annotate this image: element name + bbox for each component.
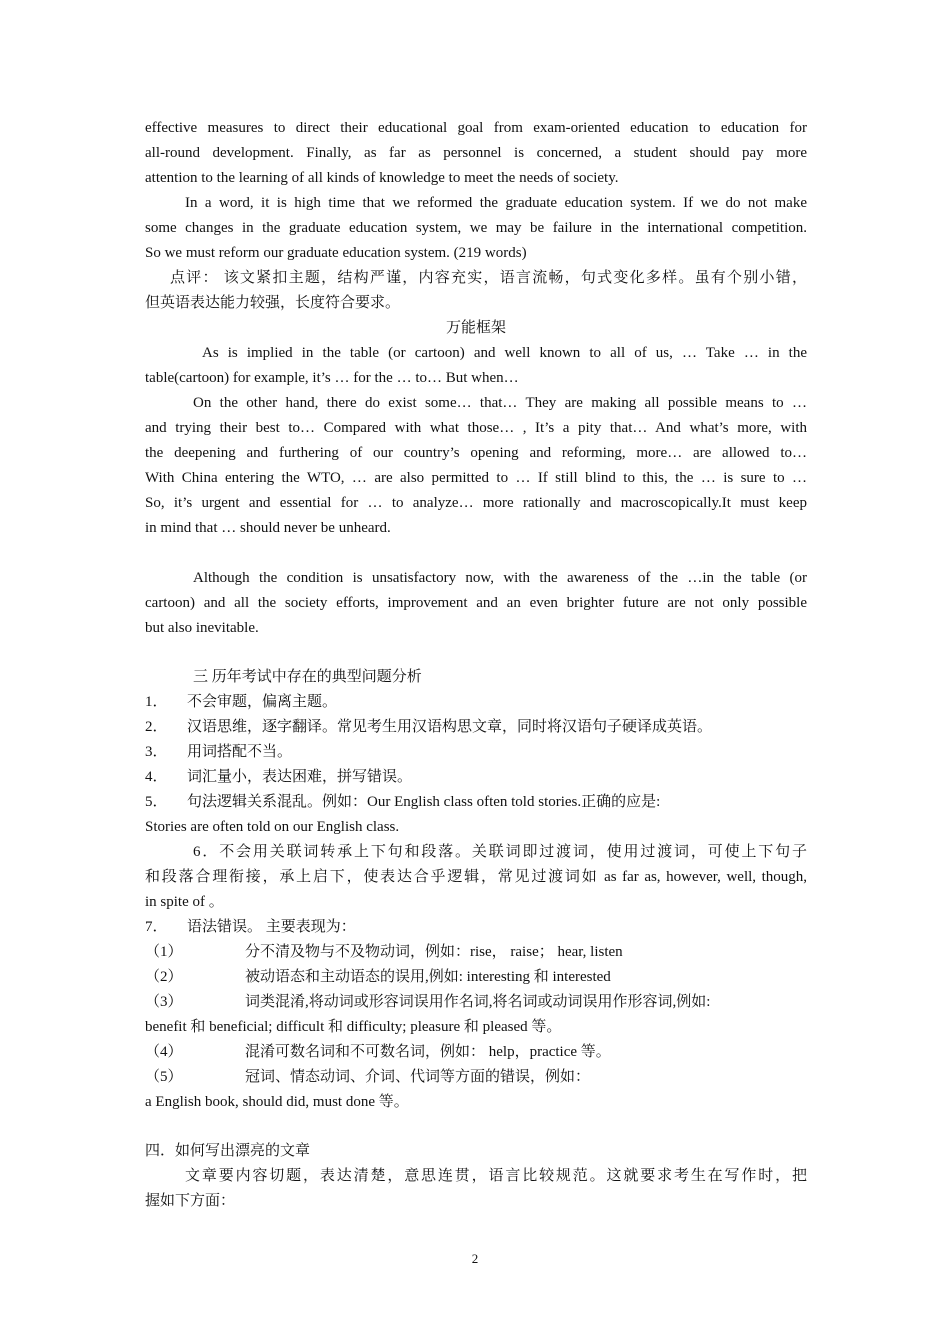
sub-item-continuation: a English book, should did, must done 等。 <box>145 1094 409 1110</box>
body-line: 文章要内容切题，表达清楚，意思连贯，语言比较规范。这就要求考生在写作时，把 <box>185 1168 807 1184</box>
framework-line: As is implied in the table (or cartoon) and well known to all of us, … Take … in the <box>202 345 807 361</box>
body-line: attention to the learning of all kinds of knowledge to meet the needs of society. <box>145 170 619 186</box>
sub-item-number: （3） <box>145 994 183 1010</box>
sub-item-text: 被动语态和主动语态的误用,例如: interesting 和 interested <box>245 969 611 985</box>
sub-item-continuation: benefit 和 beneficial; difficult 和 difficulty; pleasure 和 pleased 等。 <box>145 1019 562 1035</box>
list-item <box>145 692 807 712</box>
page-number: 2 <box>471 1251 479 1266</box>
framework-line: and trying their best to… Compared with what those… , It’s a pity that… And what’s more, with <box>145 420 807 436</box>
framework-line: With China entering the WTO, … are also permitted to … If still blind to this, the … is sure to … <box>145 470 807 486</box>
section-title: 三 历年考试中存在的典型问题分析 <box>193 669 422 685</box>
framework-line: On the other hand, there do exist some… that… They are making all possible means to … <box>193 395 807 411</box>
list-text: 词汇量小，表达困难，拼写错误。 <box>187 769 413 785</box>
sub-item-text: 分不清及物与不及物动词，例如：rise， raise； hear, listen <box>245 944 623 960</box>
framework-line: cartoon) and all the society efforts, improvement and an even brighter future are not only possible <box>145 595 807 611</box>
list-number: 7． <box>145 919 168 935</box>
body-line: all-round development. Finally, as far as personnel is concerned, a student should pay more <box>145 145 807 161</box>
framework-line: Although the condition is unsatisfactory now, with the awareness of the …in the table (or <box>193 570 807 586</box>
body-line: some changes in the graduate education system, we may be failure in the international competition. <box>145 220 807 236</box>
list-text: 句法逻辑关系混乱。例如：Our English class often told stories.正确的应是: <box>187 794 661 810</box>
sub-item <box>145 942 807 962</box>
sub-item-number: （2） <box>145 969 183 985</box>
sub-item-number: （1） <box>145 944 183 960</box>
sub-item <box>145 1042 807 1062</box>
sub-item <box>145 1067 807 1087</box>
section-title: 四．如何写出漂亮的文章 <box>145 1143 311 1159</box>
list-item <box>145 717 807 737</box>
sub-item-text: 冠词、情态动词、介词、代词等方面的错误，例如： <box>245 1069 591 1085</box>
list-continuation: Stories are often told on our English class. <box>145 819 400 835</box>
comment-line: 但英语表达能力较强，长度符合要求。 <box>145 295 401 311</box>
list-text: 汉语思维，逐字翻译。常见考生用汉语构思文章，同时将汉语句子硬译成英语。 <box>187 719 713 735</box>
list-number: 4． <box>145 769 168 785</box>
list-number: 5． <box>145 794 168 810</box>
framework-line: in mind that … should never be unheard. <box>145 520 391 536</box>
framework-line: table(cartoon) for example, it’s … for the … to… But when… <box>145 370 519 386</box>
body-line: In a word, it is high time that we reformed the graduate education system. If we do not make <box>185 195 807 211</box>
comment-line: 点评： 该文紧扣主题，结构严谨，内容充实，语言流畅，句式变化多样。虽有个别小错， <box>170 270 807 286</box>
sub-item-text: 混淆可数名词和不可数名词，例如： help，practice 等。 <box>245 1044 611 1060</box>
list-item <box>145 917 807 937</box>
list-number: 1． <box>145 694 168 710</box>
list-text: 语法错误。 主要表现为： <box>187 919 356 935</box>
list-item <box>145 792 807 812</box>
list-item <box>145 742 807 762</box>
list-continuation: 和段落合理衔接，承上启下，使表达合乎逻辑，常见过渡词如 as far as, however, well, though, <box>145 869 807 885</box>
framework-line: So, it’s urgent and essential for … to analyze… more rationally and macroscopically.It must keep <box>145 495 807 511</box>
sub-item-text: 词类混淆,将动词或形容词误用作名词,将名词或动词误用作形容词,例如: <box>245 994 711 1010</box>
body-line: So we must reform our graduate education system. (219 words) <box>145 245 527 261</box>
framework-line: but also inevitable. <box>145 620 259 636</box>
body-line: 握如下方面： <box>145 1193 236 1209</box>
body-line: effective measures to direct their educational goal from exam-oriented education to education for <box>145 120 807 136</box>
framework-line: the deepening and furthering of our country’s opening and reforming, more… are allowed to… <box>145 445 807 461</box>
list-text: 不会审题，偏离主题。 <box>187 694 338 710</box>
sub-item <box>145 992 807 1012</box>
list-item <box>145 767 807 787</box>
framework-title: 万能框架 <box>445 320 506 336</box>
list-continuation: in spite of 。 <box>145 894 224 910</box>
sub-item <box>145 967 807 987</box>
list-number: 3． <box>145 744 168 760</box>
list-item: 6．不会用关联词转承上下句和段落。关联词即过渡词，使用过渡词，可使上下句子 <box>193 844 807 860</box>
sub-item-number: （5） <box>145 1069 183 1085</box>
list-number: 2． <box>145 719 168 735</box>
list-text: 用词搭配不当。 <box>187 744 293 760</box>
sub-item-number: （4） <box>145 1044 183 1060</box>
